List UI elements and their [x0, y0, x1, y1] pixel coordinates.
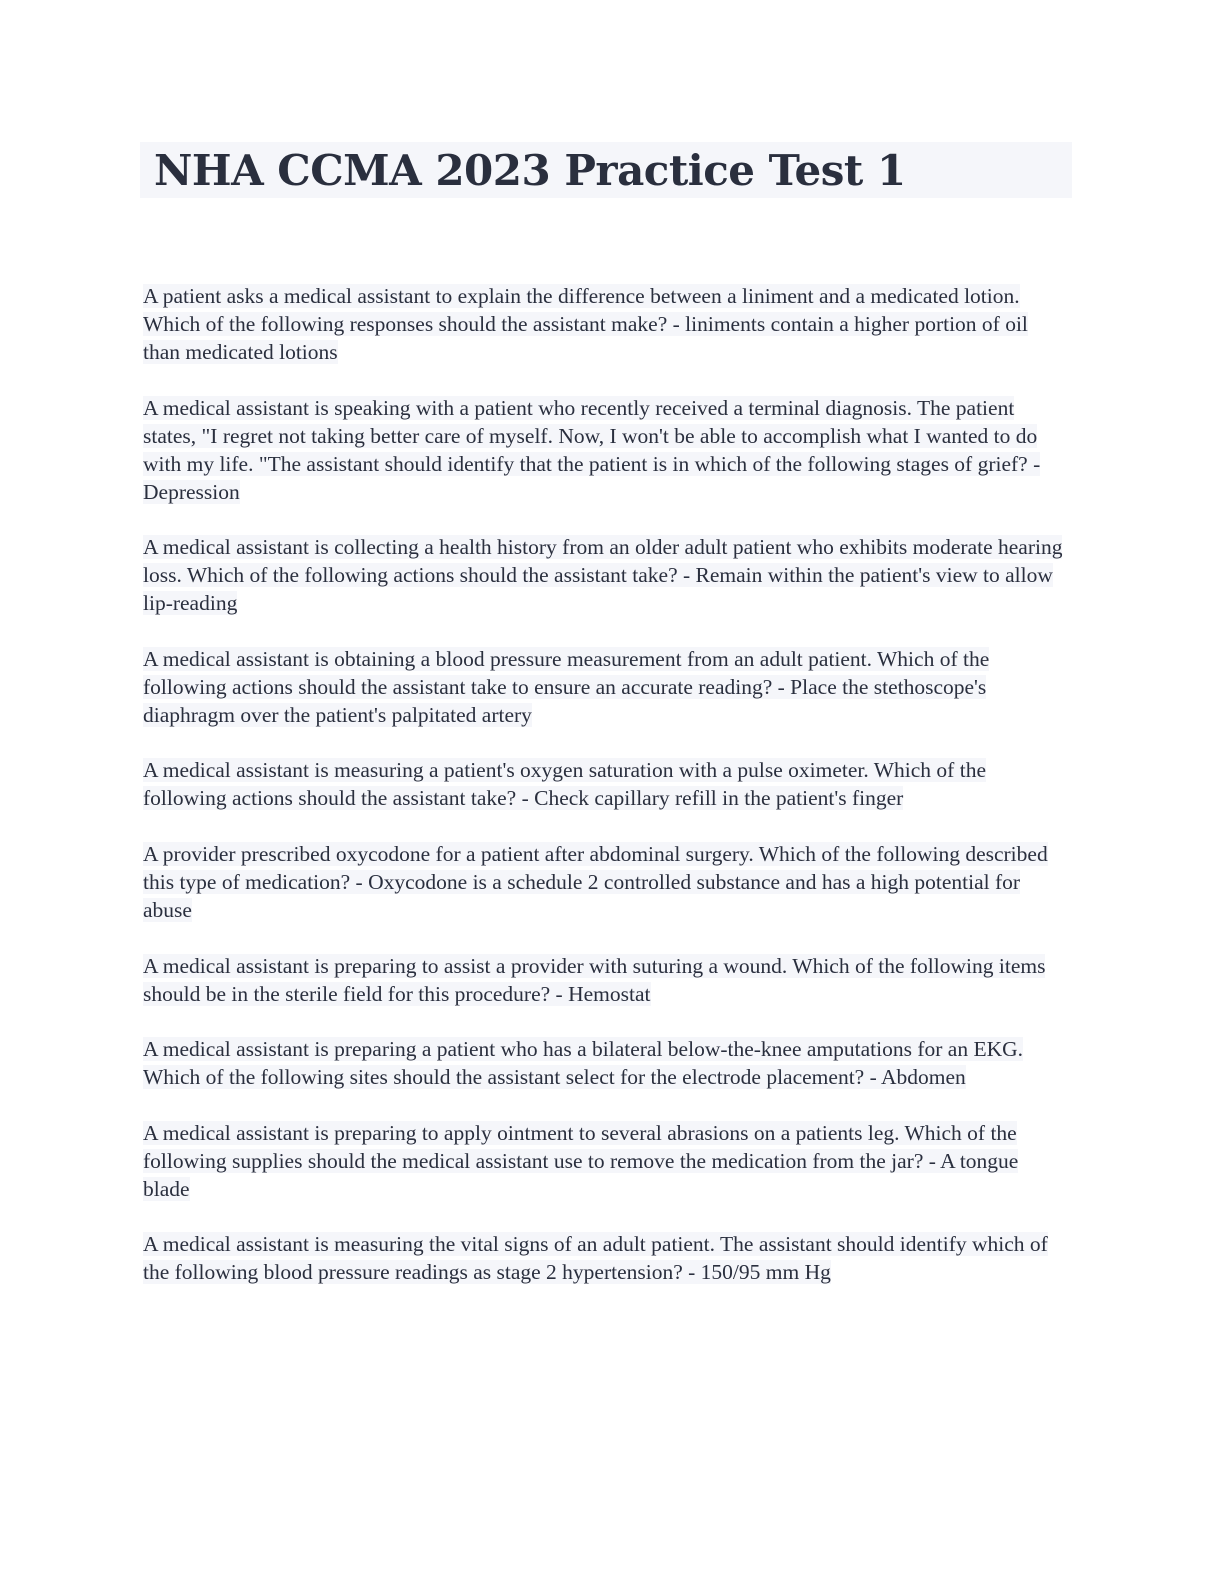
question-text: A medical assistant is measuring a patient's oxygen saturation with a pulse oximeter. Which of the following actions should the assistant take? - Check capillary refill in the patient's finger [143, 758, 986, 811]
question-item-2 [143, 394, 1068, 506]
question-item-7 [143, 952, 1068, 1008]
question-item-8 [143, 1035, 1068, 1091]
question-item-1 [143, 282, 1068, 366]
question-text: A medical assistant is speaking with a patient who recently received a terminal diagnosis. The patient states, "I regret not taking better care of myself. Now, I won't be able to accomplish what I wanted to do with my life. "The assistant should identify that the patient is in which of the following stages of grief? - Depression [143, 395, 1041, 504]
question-text: A medical assistant is measuring the vital signs of an adult patient. The assistant should identify which of the following blood pressure readings as stage 2 hypertension? - 150/95 mm Hg [143, 1232, 1048, 1285]
question-item-3 [143, 533, 1068, 617]
question-list [143, 282, 1068, 1314]
title-banner [140, 142, 1072, 198]
question-text: A medical assistant is preparing a patient who has a bilateral below-the-knee amputations for an EKG. Which of the following sites should the assistant select for the electrode placement? - Abdomen [143, 1037, 1024, 1090]
question-text: A medical assistant is preparing to apply ointment to several abrasions on a patients leg. Which of the following supplies should the medical assistant use to remove the medication from the jar? - A tongue blade [143, 1120, 1019, 1201]
question-item-5 [143, 756, 1068, 812]
question-item-9 [143, 1119, 1068, 1203]
question-item-6 [143, 840, 1068, 924]
question-text: A patient asks a medical assistant to explain the difference between a liniment and a medicated lotion. Which of the following responses should the assistant make? - liniments contain a higher portion of oil than medicated lotions [143, 284, 1028, 364]
question-item-4 [143, 645, 1068, 729]
question-text: A provider prescribed oxycodone for a patient after abdominal surgery. Which of the following described this type of medication? - Oxycodone is a schedule 2 controlled substance and has a high potential for abuse [143, 841, 1048, 922]
question-text: A medical assistant is preparing to assist a provider with suturing a wound. Which of the following items should be in the sterile field for this procedure? - Hemostat [143, 953, 1046, 1006]
question-text: A medical assistant is collecting a health history from an older adult patient who exhibits moderate hearing loss. Which of the following actions should the assistant take? - Remain within the patient's view to allow lip-reading [143, 535, 1063, 616]
question-item-10 [143, 1230, 1068, 1286]
question-text: A medical assistant is obtaining a blood pressure measurement from an adult patient. Which of the following actions should the assistant take to ensure an accurate reading? - Place the stethoscope's diaphragm over the patient's palpitated artery [143, 646, 990, 727]
page-title: NHA CCMA 2023 Practice Test 1 [154, 146, 906, 195]
